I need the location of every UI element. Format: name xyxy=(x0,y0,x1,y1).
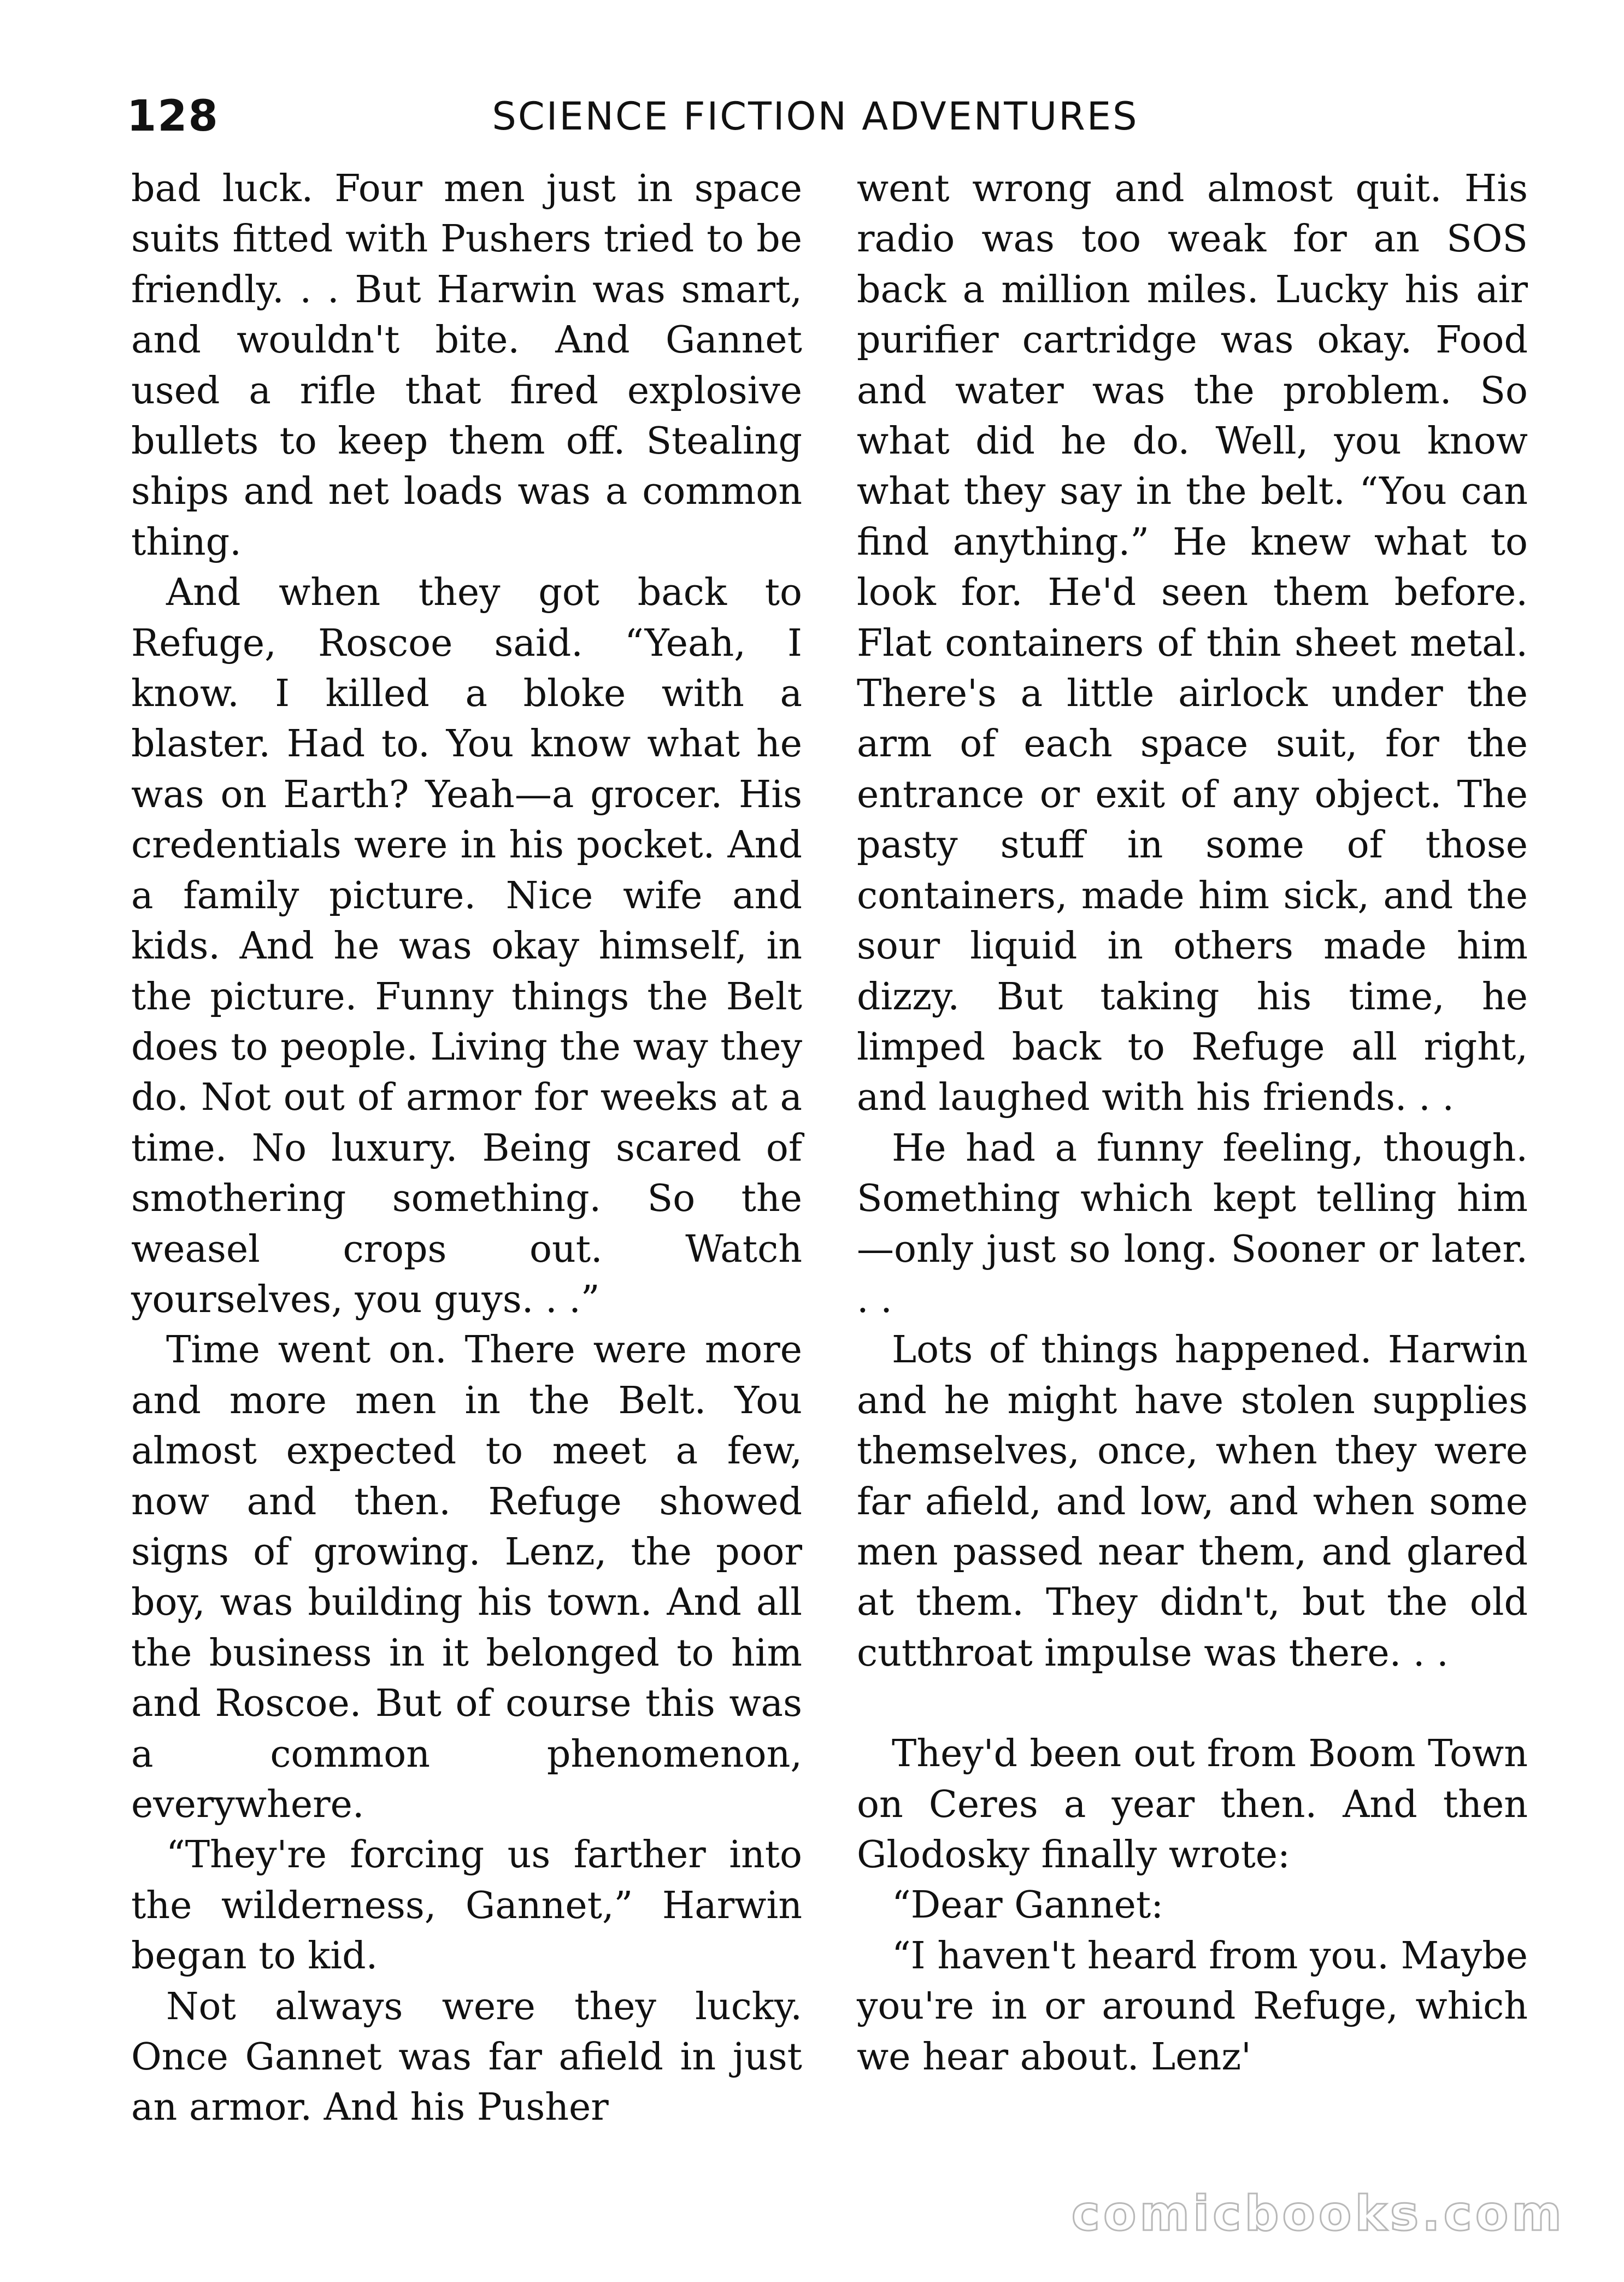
paragraph: Not always were they lucky. Once Gannet was far afield in just an armor. And his Pusher xyxy=(131,1985,802,2130)
paragraph: They'd been out from Boom Town on Ceres a year then. And then Glodosky finally wrote: xyxy=(857,1732,1528,1877)
paragraph: “I haven't heard from you. Maybe you're in or around Refuge, which we hear about. Lenz' xyxy=(857,1934,1528,2079)
paragraph: Lots of things happened. Harwin and he might have stolen supplies themselves, once, when they were far afield, and low, and when some men passed near them, and glared at them. They didn't, but the old cutthroat impulse was there. . . xyxy=(857,1328,1528,1675)
right-column xyxy=(857,164,1528,2083)
running-head: SCIENCE FICTION ADVENTURES xyxy=(492,94,1139,139)
left-column xyxy=(131,164,802,2133)
paragraph: And when they got back to Refuge, Roscoe said. “Yeah, I know. I killed a bloke with a blaster. Had to. You know what he was on Earth? Yeah—a grocer. His credentials were in his pocket. And a family picture. Nice wife and kids. And he was okay himself, in the picture. Funny things the Belt does to people. Living the way they do. Not out of armor for weeks at a time. No luxury. Being scared of smothering something. So the weasel crops out. Watch yourselves, you guys. . .” xyxy=(131,571,802,1321)
paragraph: bad luck. Four men just in space suits fitted with Pushers tried to be friendly. . . But Harwin was smart, and wouldn't bite. And Gannet used a rifle that fired explosive bullets to keep them off. Stealing ships and net loads was a common thing. xyxy=(131,167,802,564)
paragraph: Time went on. There were more and more men in the Belt. You almost expected to meet a few, now and then. Refuge showed signs of growing. Lenz, the poor boy, was building his town. And all the business in it belonged to him and Roscoe. But of course this was a common phenomenon, everywhere. xyxy=(131,1328,802,1826)
page-header xyxy=(127,92,1504,152)
section-break xyxy=(857,1679,1528,1729)
paragraph: went wrong and almost quit. His radio was too weak for an SOS back a million miles. Lucky his air purifier cartridge was okay. Food and water was the problem. So what did he do. Well, you know what they say in the belt. “You can find anything.” He knew what to look for. He'd seen them before. Flat containers of thin sheet metal. There's a little airlock under the arm of each space suit, for the entrance or exit of any object. The pasty stuff in some of those containers, made him sick, and the sour liquid in others made him dizzy. But taking his time, he limped back to Refuge all right, and laughed with his friends. . . xyxy=(857,167,1528,1120)
page-number: 128 xyxy=(127,92,219,141)
paragraph: “They're forcing us farther into the wilderness, Gannet,” Harwin began to kid. xyxy=(131,1833,802,1978)
watermark: comicbooks.com xyxy=(1071,2185,1565,2242)
paragraph: “Dear Gannet: xyxy=(892,1884,1164,1927)
paragraph: He had a funny feeling, though. Something which kept telling him—only just so long. Sooner or later. . . xyxy=(857,1126,1528,1321)
